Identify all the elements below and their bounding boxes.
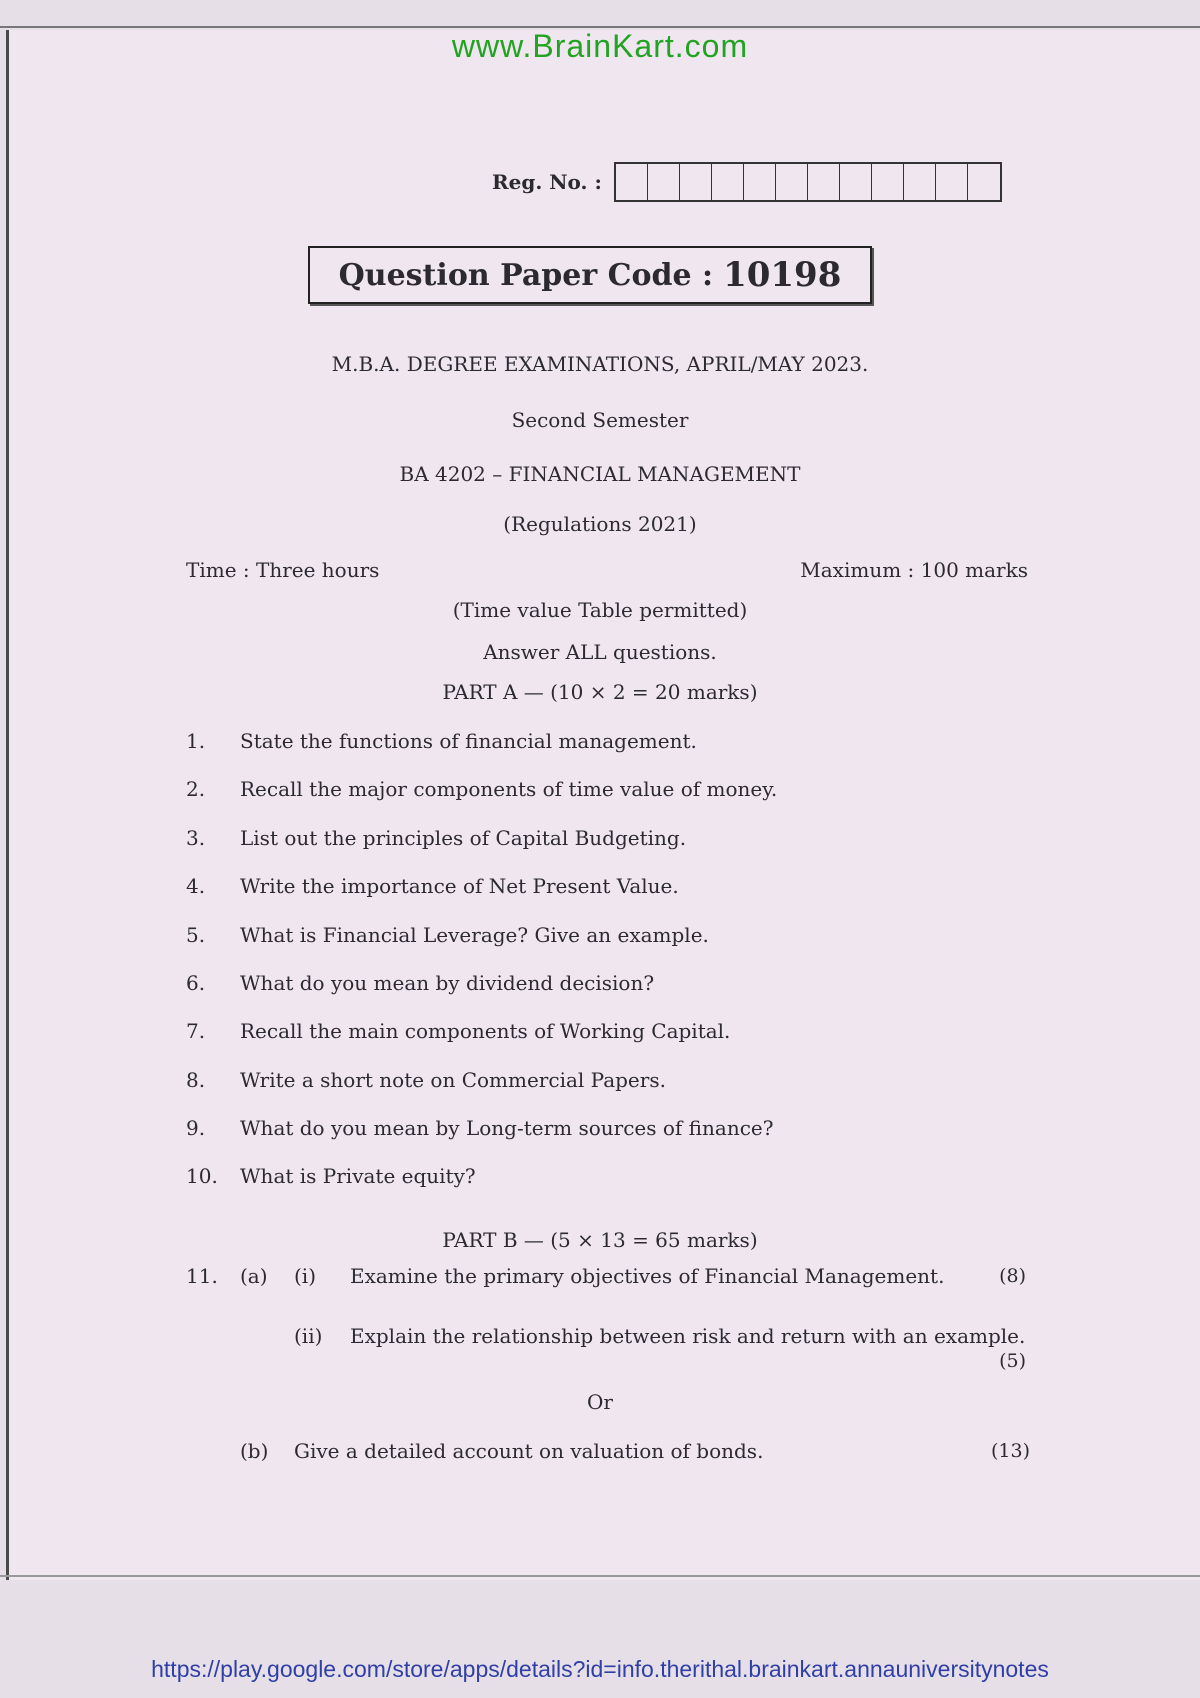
question-text: What is Private equity? [240,1164,476,1188]
question-text: Recall the main components of Working Capital. [240,1019,731,1043]
question-number: 10. [186,1164,218,1188]
question-7 [186,1019,1026,1043]
question-number: 7. [186,1019,206,1043]
question-11a-i-marks: (8) [999,1265,1026,1287]
question-11a-ii-text: Explain the relationship between risk and return with an example. [350,1324,1026,1348]
question-11b-marks: (13) [990,1440,1030,1462]
scan-bottom-edge [0,1575,1200,1577]
table-note: (Time value Table permitted) [452,598,748,622]
exam-duration: Time : Three hours [186,558,380,582]
question-11a-i-label: (i) [294,1264,317,1288]
exam-title: M.B.A. DEGREE EXAMINATIONS, APRIL/MAY 2023. [331,352,869,376]
question-number: 8. [186,1068,206,1092]
question-text: State the functions of financial management. [240,729,697,753]
question-paper-code [308,246,872,304]
reg-digit-box [680,164,712,200]
instruction: Answer ALL questions. [483,640,717,664]
question-5 [186,923,1026,947]
regulations: (Regulations 2021) [503,512,697,536]
reg-digit-box [808,164,840,200]
question-11a-ii-label: (ii) [294,1324,323,1348]
question-text: Write the importance of Net Present Value. [240,874,679,898]
question-11-number: 11. [186,1264,218,1288]
reg-digit-box [648,164,680,200]
question-8 [186,1068,1026,1092]
question-3 [186,826,1026,850]
question-11a-i-text: Examine the primary objectives of Financial Management. [350,1264,945,1288]
maximum-marks: Maximum : 100 marks [800,558,1028,582]
question-9 [186,1116,1026,1140]
question-number: 1. [186,729,206,753]
question-number: 4. [186,874,206,898]
question-text: What is Financial Leverage? Give an example. [240,923,709,947]
question-text: Write a short note on Commercial Papers. [240,1068,666,1092]
question-number: 9. [186,1116,206,1140]
question-6 [186,971,1026,995]
question-1 [186,729,1026,753]
reg-digit-box [968,164,1000,200]
question-2 [186,777,1026,801]
semester: Second Semester [511,408,689,432]
reg-digit-box [840,164,872,200]
question-text: What do you mean by dividend decision? [240,971,655,995]
question-number: 3. [186,826,206,850]
question-11b-text: Give a detailed account on valuation of bonds. [294,1439,764,1463]
reg-digit-box [616,164,648,200]
code-value: 10198 [723,255,842,295]
reg-digit-box [744,164,776,200]
reg-label: Reg. No. : [492,170,602,194]
footer-app-link[interactable]: https://play.google.com/store/apps/details?id=info.therithal.brainkart.annauniversitynotes [151,1656,1049,1682]
part-b-heading: PART B — (5 × 13 = 65 marks) [442,1228,758,1252]
or-separator: Or [587,1390,613,1414]
question-number: 2. [186,777,206,801]
brainkart-watermark: www.BrainKart.com [451,28,749,64]
question-10 [186,1164,1026,1188]
registration-number [492,162,1002,202]
code-label: Question Paper Code : [338,257,714,293]
question-11a-ii-marks: (5) [999,1350,1026,1372]
reg-digit-box [776,164,808,200]
reg-digit-box [872,164,904,200]
question-number: 5. [186,923,206,947]
question-number: 6. [186,971,206,995]
reg-digit-box [936,164,968,200]
reg-digit-box [904,164,936,200]
question-4 [186,874,1026,898]
reg-digit-box [712,164,744,200]
part-a-heading: PART A — (10 × 2 = 20 marks) [442,680,758,704]
question-11b-label: (b) [240,1439,269,1463]
reg-number-boxes [614,162,1002,202]
question-11a-label: (a) [240,1264,268,1288]
question-text: List out the principles of Capital Budgeting. [240,826,687,850]
question-text: What do you mean by Long-term sources of finance? [240,1116,774,1140]
subject-title: BA 4202 – FINANCIAL MANAGEMENT [399,462,801,486]
question-text: Recall the major components of time value of money. [240,777,778,801]
